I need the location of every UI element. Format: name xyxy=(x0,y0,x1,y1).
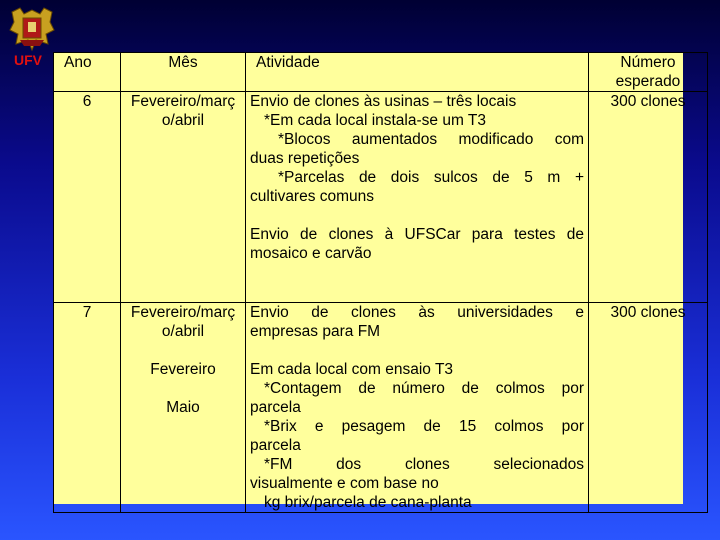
atividade-line: Envio de clones à UFSCar para testes de xyxy=(250,226,584,243)
row7-atividade xyxy=(246,303,589,513)
row7-mes-line: o/abril xyxy=(161,323,205,340)
row7-numero: 300 clones xyxy=(589,303,708,513)
table-row xyxy=(54,92,708,303)
table-header-row xyxy=(54,53,708,92)
spacer xyxy=(121,379,245,398)
row7-mes-line: Maio xyxy=(166,399,200,416)
atividade-line: *Contagem de número de colmos por xyxy=(264,380,584,397)
atividade-line: *Parcelas de dois sulcos de 5 m + xyxy=(278,169,584,186)
row7-ano: 7 xyxy=(54,303,121,513)
atividade-line: *FM dos clones selecionados xyxy=(264,456,584,473)
logo-text: UFV xyxy=(14,52,42,68)
row6-atividade xyxy=(246,92,589,303)
row7-mes-line: Fevereiro/març xyxy=(130,304,236,321)
atividade-line: Envio de clones às universidades e xyxy=(250,304,584,321)
schedule-table xyxy=(53,52,708,513)
header-mes: Mês xyxy=(121,53,246,92)
row6-mes-line: o/abril xyxy=(161,112,205,129)
spacer xyxy=(250,341,584,360)
row6-mes xyxy=(121,92,246,303)
atividade-line: mosaico e carvão xyxy=(250,245,372,262)
header-numero-line: Número xyxy=(620,54,676,71)
row6-ano: 6 xyxy=(54,92,121,303)
spacer xyxy=(121,341,245,360)
row7-mes xyxy=(121,303,246,513)
atividade-line: Em cada local com ensaio T3 xyxy=(250,361,454,378)
atividade-line: visualmente e com base no xyxy=(250,475,439,492)
spacer xyxy=(250,206,584,225)
atividade-line: kg brix/parcela de cana-planta xyxy=(264,494,472,511)
atividade-line: duas repetições xyxy=(250,150,360,167)
header-ano: Ano xyxy=(54,53,121,92)
atividade-line: Envio de clones às usinas – três locais xyxy=(250,93,517,110)
atividade-line: parcela xyxy=(250,399,301,416)
header-atividade: Atividade xyxy=(246,53,589,92)
atividade-line: parcela xyxy=(250,437,301,454)
table-row xyxy=(54,303,708,513)
atividade-line: empresas para FM xyxy=(250,323,381,340)
atividade-line: *Brix e pesagem de 15 colmos por xyxy=(264,418,584,435)
atividade-line: *Em cada local instala-se um T3 xyxy=(264,112,486,129)
row6-mes-line: Fevereiro/març xyxy=(130,93,236,110)
atividade-line: cultivares comuns xyxy=(250,188,375,205)
header-numero-line: esperado xyxy=(615,73,681,90)
atividade-line: *Blocos aumentados modificado com xyxy=(278,131,584,148)
header-numero xyxy=(589,53,708,92)
row7-mes-line: Fevereiro xyxy=(150,361,216,378)
row6-numero: 300 clones xyxy=(589,92,708,303)
